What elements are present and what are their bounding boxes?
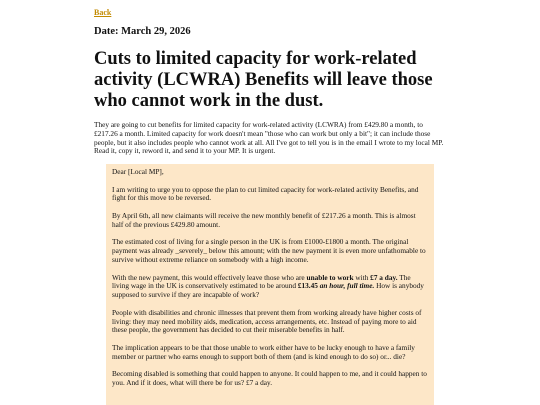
letter-paragraph: The estimated cost of living for a single person in the UK is from £1000-£1800 a month. The original payment was already _severely_ below this amount; with the new payment it is even more unfathomable to survive without extreme reliance on somebody with a high income.: [112, 237, 426, 264]
letter-paragraph: People with disabilities and chronic illnesses that prevent them from working already have higher costs of living: they may need mobility aids, medication, access arrangements, etc. Instead of paying more to aid these people, the government has decided to cut their miserable benefits in half.: [112, 307, 422, 335]
back-link[interactable]: Back: [94, 8, 112, 17]
letter-paragraph: [112, 274, 428, 300]
letter-emphasis: unable to work: [306, 272, 354, 282]
letter-paragraph: Becoming disabled is something that could happen to anyone. It could happen to me, and it could happen to you. And if it does, what will there be for us? £7 a day.: [112, 369, 427, 388]
article-title: Cuts to limited capacity for work-related activity (LCWRA) Benefits will leave those who cannot work in the dust.: [94, 49, 433, 111]
letter-paragraph: The implication appears to be that those unable to work either have to be lucky enough to have a family member or partner who earns enough to support both of them (and is kind enough to do so) or... die?: [112, 342, 415, 361]
letter-text: With the new payment, this would effectively leave those who are: [112, 272, 307, 282]
letter-text: with: [353, 272, 371, 282]
letter-emphasis: [318, 281, 374, 290]
letter-emphasis: £13.45: [297, 281, 318, 291]
letter-template: [106, 164, 434, 405]
letter-paragraph: By April 6th, all new claimants will receive the new monthly benefit of £217.26 a month. This is almost half of the previous £429.80 amount.: [112, 210, 416, 229]
letter-salutation: Dear [Local MP],: [112, 167, 164, 176]
article-intro: They are going to cut benefits for limited capacity for work-related activity (LCWRA) from £429.80 a month, to £217.26 a month. Limited capacity for work doesn't mean "those who can work but only a bit"; it can include those people, but it also includes people who cannot work at all. All I've got to tell you is in the email I wrote to my local MP. Read it, copy it, reword it, and send it to your MP. It is urgent.: [94, 120, 444, 156]
letter-paragraph: I am writing to urge you to oppose the plan to cut limited capacity for work-related activity Benefits, and fight for this move to be reversed.: [112, 184, 419, 203]
letter-emphasis-italic: an hour, full time.: [317, 281, 375, 291]
letter-emphasis: £7 a day.: [370, 272, 398, 282]
article-date: Date: March 29, 2026: [94, 26, 191, 37]
letter-text: How is anybody supposed to survive if they are incapable of work?: [112, 281, 424, 300]
letter-text: The living wage in the UK is conservatively estimated to be around: [112, 272, 411, 291]
